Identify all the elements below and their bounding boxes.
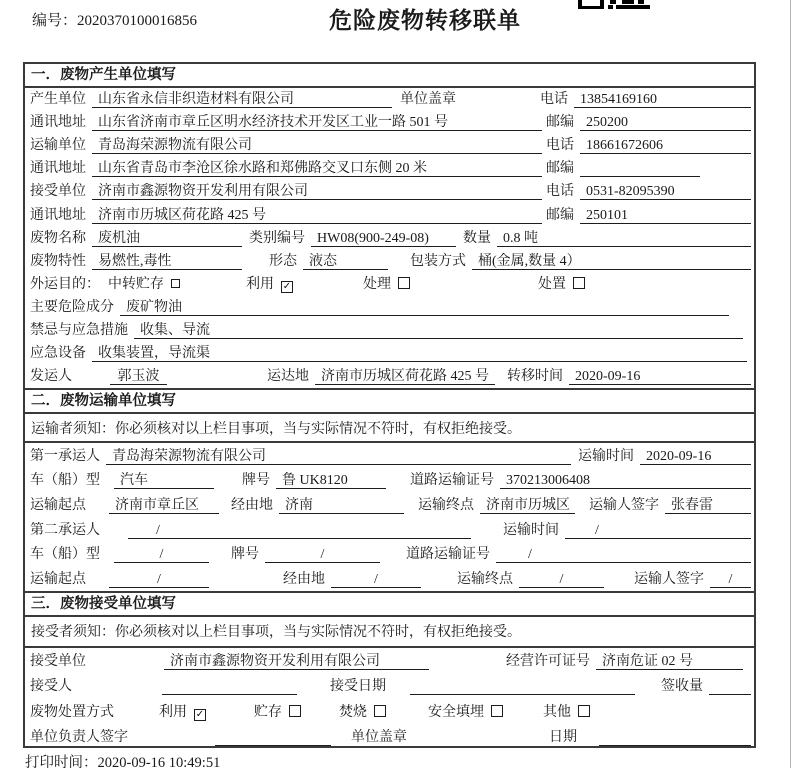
permit-field: 济南危证 02 号 <box>596 653 743 670</box>
transport-time-field: 2020-09-16 <box>640 448 751 465</box>
transporter-row <box>25 134 754 157</box>
notice-text: 接受者须知：你必须核对以上栏目事项，当与实际情况不符时，有权拒绝接受。 <box>31 625 521 641</box>
producer-address-row <box>25 111 754 134</box>
origin-label: 运输起点 <box>30 498 86 513</box>
equipment-label: 应急设备 <box>30 346 86 362</box>
form-table <box>23 62 756 748</box>
producer-address-field: 山东省济南市章丘区明水经济技术开发区工业一路 501 号 <box>92 114 542 131</box>
terminal-label: 运输终点 <box>457 571 513 587</box>
purpose-option-utilize <box>246 273 293 293</box>
date-field <box>599 729 751 746</box>
road-license-label: 道路运输证号 <box>410 473 494 489</box>
checkbox-icon <box>171 279 180 288</box>
plate-field: 鲁 UK8120 <box>276 472 386 489</box>
receive-date-field <box>410 678 635 695</box>
option-label: 利用 <box>159 704 187 720</box>
carrier-sign-field: 张春雷 <box>665 497 751 514</box>
via-label: 经由地 <box>231 498 273 513</box>
address-label: 通讯地址 <box>30 161 86 177</box>
plate2-field: / <box>265 546 380 563</box>
checkbox-icon <box>398 277 410 289</box>
qr-code-fragment <box>578 0 650 9</box>
plate-label: 牌号 <box>231 547 259 563</box>
vehicle2-row <box>25 542 754 567</box>
via-field: 济南 <box>279 497 404 514</box>
via2-field: / <box>331 571 421 588</box>
producer-field: 山东省永信非织造材料有限公司 <box>92 91 392 108</box>
checkbox-icon <box>374 705 386 717</box>
receiver-person-field <box>162 678 297 695</box>
print-time-value: 2020-09-16 10:49:51 <box>97 755 221 768</box>
transport-time2-field: / <box>565 522 751 539</box>
transporter-notice <box>25 414 754 443</box>
waste-name-field: 废机油 <box>92 230 242 247</box>
transport-time-label: 运输时间 <box>578 448 634 464</box>
receive-date-label: 接受日期 <box>330 679 386 695</box>
phone-label: 电话 <box>546 184 574 200</box>
road-license2-field: / <box>496 546 751 563</box>
terminal-label: 运输终点 <box>418 498 474 513</box>
producer-row <box>25 88 754 111</box>
unit-seal-label: 单位盖章 <box>351 729 407 745</box>
transfer-time-label: 转移时间 <box>507 369 563 385</box>
category-label: 类别编号 <box>249 230 305 246</box>
checkbox-icon <box>491 705 503 717</box>
transporter-address-field: 山东省青岛市李沧区徐水路和郑佛路交叉口东侧 20 米 <box>92 160 542 177</box>
responsible-sign-row <box>25 724 754 749</box>
responsible-sign-field <box>215 729 331 746</box>
packing-field: 桶(金属,数量 4） <box>472 253 751 270</box>
receiver-person-row <box>25 673 754 698</box>
packing-label: 包装方式 <box>410 253 466 269</box>
hazard-label: 主要危险成分 <box>30 299 114 315</box>
vehicle-type-label: 车（船）型 <box>30 473 100 489</box>
zip-label: 邮编 <box>546 115 574 131</box>
disposal-row <box>25 698 754 723</box>
purpose-row <box>25 273 754 296</box>
unit-seal-label: 单位盖章 <box>400 92 456 108</box>
sender-row <box>25 365 754 388</box>
receiver-person-label: 接受人 <box>30 679 72 695</box>
disposal-option-other <box>543 701 590 721</box>
option-label: 利用 <box>246 276 274 292</box>
receiver-address-row <box>25 203 754 226</box>
receiver-label: 接受单位 <box>30 184 86 200</box>
carrier1-row <box>25 443 754 468</box>
carrier1-label: 第一承运人 <box>30 448 100 464</box>
checkbox-checked-icon: ✓ <box>195 708 205 720</box>
receiver-phone-field: 0531-82095390 <box>580 183 751 200</box>
signed-amount-field <box>709 678 751 695</box>
carrier2-field: / <box>128 522 471 539</box>
option-label: 贮存 <box>254 704 282 720</box>
purpose-label: 外运目的： <box>30 276 100 292</box>
form-field: 液态 <box>303 253 388 270</box>
waste-name-label: 废物名称 <box>30 230 86 246</box>
origin2-field: / <box>109 571 209 588</box>
notice-text: 运输者须知：你必须核对以上栏目事项，当与实际情况不符时，有权拒绝接受。 <box>31 421 521 437</box>
transporter-label: 运输单位 <box>30 138 86 154</box>
receiver-field: 济南市鑫源物资开发利用有限公司 <box>92 183 542 200</box>
vehicle1-row <box>25 468 754 493</box>
carrier2-row <box>25 517 754 542</box>
carrier-sign-label: 运输人签字 <box>634 571 704 587</box>
waste-trait-row <box>25 250 754 273</box>
address-label: 通讯地址 <box>30 207 86 223</box>
taboo-field: 收集、导流 <box>134 322 743 339</box>
transporter-field: 青岛海荣源物流有限公司 <box>92 137 542 154</box>
option-label: 处置 <box>538 276 566 292</box>
receiver-row <box>25 180 754 203</box>
equipment-row <box>25 342 754 365</box>
section2-header: 二．废物运输单位填写 <box>25 388 754 414</box>
disposal-label: 废物处置方式 <box>30 704 114 720</box>
zip-label: 邮编 <box>546 207 574 223</box>
date-label: 日期 <box>549 729 577 745</box>
carrier1-field: 青岛海荣源物流有限公司 <box>106 448 571 465</box>
road-license-label: 道路运输证号 <box>406 547 490 563</box>
purpose-option-treat <box>363 273 410 293</box>
disposal-option-incinerate <box>339 701 386 721</box>
destination-field: 济南市历城区荷花路 425 号 <box>315 368 495 385</box>
carrier2-label: 第二承运人 <box>30 522 100 538</box>
signed-amount-label: 签收量 <box>661 679 703 695</box>
origin-field: 济南市章丘区 <box>109 497 219 514</box>
terminal2-field: / <box>519 571 604 588</box>
route1-row <box>25 492 754 517</box>
waste-name-row <box>25 227 754 250</box>
phone-label: 电话 <box>540 92 568 108</box>
transporter-zip-field <box>580 160 700 177</box>
page-title: 危险废物转移联单 <box>329 8 521 33</box>
serial-label: 编号： <box>32 13 78 29</box>
route2-row <box>25 566 754 591</box>
option-label: 其他 <box>543 704 571 720</box>
page-edge-line <box>790 0 791 768</box>
disposal-option-utilize <box>159 701 206 721</box>
option-label: 焚烧 <box>339 704 367 720</box>
print-time <box>25 751 220 768</box>
checkbox-icon <box>578 705 590 717</box>
origin-label: 运输起点 <box>30 571 86 587</box>
vehicle-type2-field: / <box>114 546 209 563</box>
transport-time-label: 运输时间 <box>503 522 559 538</box>
via-label: 经由地 <box>283 571 325 587</box>
carrier-sign-label: 运输人签字 <box>589 498 659 513</box>
producer-label: 产生单位 <box>30 92 86 108</box>
print-time-label: 打印时间： <box>25 755 98 768</box>
category-field: HW08(900-249-08) <box>311 230 456 247</box>
trait-field: 易燃性,毒性 <box>92 253 242 270</box>
purpose-option-transfer-storage <box>108 273 180 293</box>
receiving-unit-row <box>25 648 754 673</box>
receiving-unit-label: 接受单位 <box>30 654 86 670</box>
road-license-field: 370213006408 <box>500 472 751 489</box>
taboo-label: 禁忌与应急措施 <box>30 323 128 339</box>
purpose-option-dispose <box>538 273 585 293</box>
taboo-row <box>25 319 754 342</box>
plate-label: 牌号 <box>242 473 270 489</box>
checkbox-checked-icon: ✓ <box>282 280 292 292</box>
transporter-phone-field: 18661672606 <box>580 137 751 154</box>
transfer-time-field: 2020-09-16 <box>569 368 751 385</box>
vehicle-type-field: 汽车 <box>114 472 214 489</box>
equipment-field: 收集装置，导流渠 <box>92 345 747 362</box>
section1-header: 一．废物产生单位填写 <box>25 64 754 88</box>
receiver-address-field: 济南市历城区荷花路 425 号 <box>92 207 542 224</box>
option-label: 处理 <box>363 276 391 292</box>
quantity-field: 0.8 吨 <box>497 230 751 247</box>
address-label: 通讯地址 <box>30 115 86 131</box>
producer-zip-field: 250200 <box>580 114 751 131</box>
quantity-label: 数量 <box>463 230 491 246</box>
carrier-sign2-field: / <box>710 571 751 588</box>
destination-label: 运达地 <box>267 369 309 385</box>
zip-label: 邮编 <box>546 161 574 177</box>
form-label: 形态 <box>269 253 297 269</box>
option-label: 中转贮存 <box>108 276 164 292</box>
checkbox-icon <box>289 705 301 717</box>
receiver-zip-field: 250101 <box>580 207 751 224</box>
producer-phone-field: 13854169160 <box>574 91 751 108</box>
checkbox-icon <box>573 277 585 289</box>
receiving-unit-field: 济南市鑫源物资开发利用有限公司 <box>164 653 429 670</box>
disposal-option-landfill <box>428 701 503 721</box>
responsible-sign-label: 单位负责人签字 <box>30 729 128 745</box>
terminal-field: 济南市历城区 <box>480 497 575 514</box>
permit-label: 经营许可证号 <box>506 654 590 670</box>
trait-label: 废物特性 <box>30 253 86 269</box>
sender-field: 郭玉波 <box>110 368 167 385</box>
disposal-option-storage <box>254 701 301 721</box>
option-label: 安全填埋 <box>428 704 484 720</box>
sender-label: 发运人 <box>30 369 72 385</box>
receiver-notice <box>25 617 754 648</box>
section3-header: 三．废物接受单位填写 <box>25 591 754 617</box>
transporter-address-row <box>25 157 754 180</box>
phone-label: 电话 <box>546 138 574 154</box>
serial-number: 2020370100016856 <box>77 13 198 29</box>
hazard-row <box>25 296 754 319</box>
vehicle-type-label: 车（船）型 <box>30 547 100 563</box>
hazard-field: 废矿物油 <box>120 299 729 316</box>
